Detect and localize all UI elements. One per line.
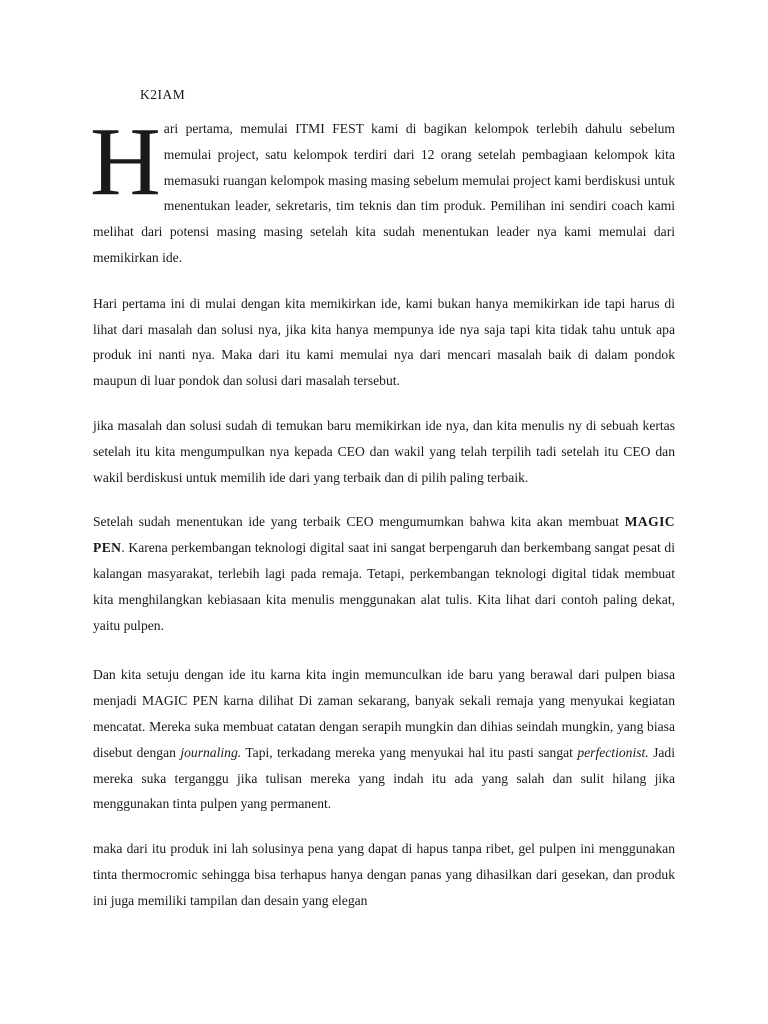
paragraph-5-text-2: Tapi, terkadang mereka yang menyukai hal itu pasti sangat xyxy=(241,744,578,760)
paragraph-1 xyxy=(90,108,675,271)
paragraph-1-text: ari pertama, memulai ITMI FEST kami di bagikan kelompok terlebih dahulu sebelum memulai project, satu kelompok terdiri dari 12 orang setelah pembagiaan kelompok kita memasuki ruangan kelompok masing masing sebelum memulai project kami berdiskusi untuk menentukan leader, sekretaris, tim teknis dan tim produk. Pemilihan ini sendiri coach kami melihat dari potensi masing masing setelah kita sudah menentukan leader nya kami memulai dari memikirkan ide. xyxy=(93,121,675,265)
term-perfectionist: perfectionist. xyxy=(577,744,649,760)
drop-cap: H xyxy=(90,108,161,216)
document-heading: K2IAM xyxy=(140,87,186,102)
paragraph-5-text-1: Dan kita setuju dengan ide itu karna kita ingin memunculkan ide baru yang berawal dari pulpen biasa menjadi MAGIC PEN karna dilihat Di zaman sekarang, banyak sekali remaja yang menyukai kegiatan mencatat. Mereka suka membuat catatan dengan serapih mungkin dan dihias seindah mungkin, yang biasa disebut dengan xyxy=(93,667,675,760)
product-name-bold: MAGIC PEN xyxy=(93,514,675,556)
paragraph-6: maka dari itu produk ini lah solusinya pena yang dapat di hapus tanpa ribet, gel pulpen ini menggunakan tinta thermocromic sehingga bisa terhapus hanya dengan panas yang dihasilkan dari gesekan, dan produk ini juga memiliki tampilan dan desain yang elegan xyxy=(93,841,675,908)
paragraph-5-text-3: Jadi mereka suka terganggu jika tulisan mereka yang indah itu ada yang salah dan sulit hilang jika menggunakan tinta pulpen yang permanent. xyxy=(93,744,676,812)
paragraph-4-text-before: Setelah sudah menentukan ide yang terbaik CEO mengumumkan bahwa kita akan membuat xyxy=(93,514,625,530)
paragraph-4 xyxy=(93,509,675,638)
term-journaling: journaling. xyxy=(180,744,242,760)
paragraph-5 xyxy=(93,662,675,817)
paragraph-4-text-after: . Karena perkembangan teknologi digital saat ini sangat berpengaruh dan berkembang sangat pesat di kalangan masyarakat, terlebih lagi pada remaja. Tetapi, perkembangan teknologi digital tidak membuat kita menghilangkan kebiasaan kita menulis menggunakan alat tulis. Kita lihat dari contoh paling dekat, yaitu pulpen. xyxy=(93,540,675,633)
document-body xyxy=(90,108,676,933)
paragraph-2: Hari pertama ini di mulai dengan kita memikirkan ide, kami bukan hanya memikirkan ide tapi harus di lihat dari masalah dan solusi nya, jika kita hanya mempunya ide nya saja tapi kita tidak tahu untuk apa produk ini nanti nya. Maka dari itu kami memulai nya dari mencari masalah baik di dalam pondok maupun di luar pondok dan solusi dari masalah tersebut. xyxy=(93,295,675,389)
paragraph-3: jika masalah dan solusi sudah di temukan baru memikirkan ide nya, dan kita menulis ny di sebuah kertas setelah itu kita mengumpulkan nya kepada CEO dan wakil yang telah terpilih tadi setelah itu CEO dan wakil berdiskusi untuk memilih ide dari yang terbaik dan di pilih paling terbaik. xyxy=(93,417,675,485)
